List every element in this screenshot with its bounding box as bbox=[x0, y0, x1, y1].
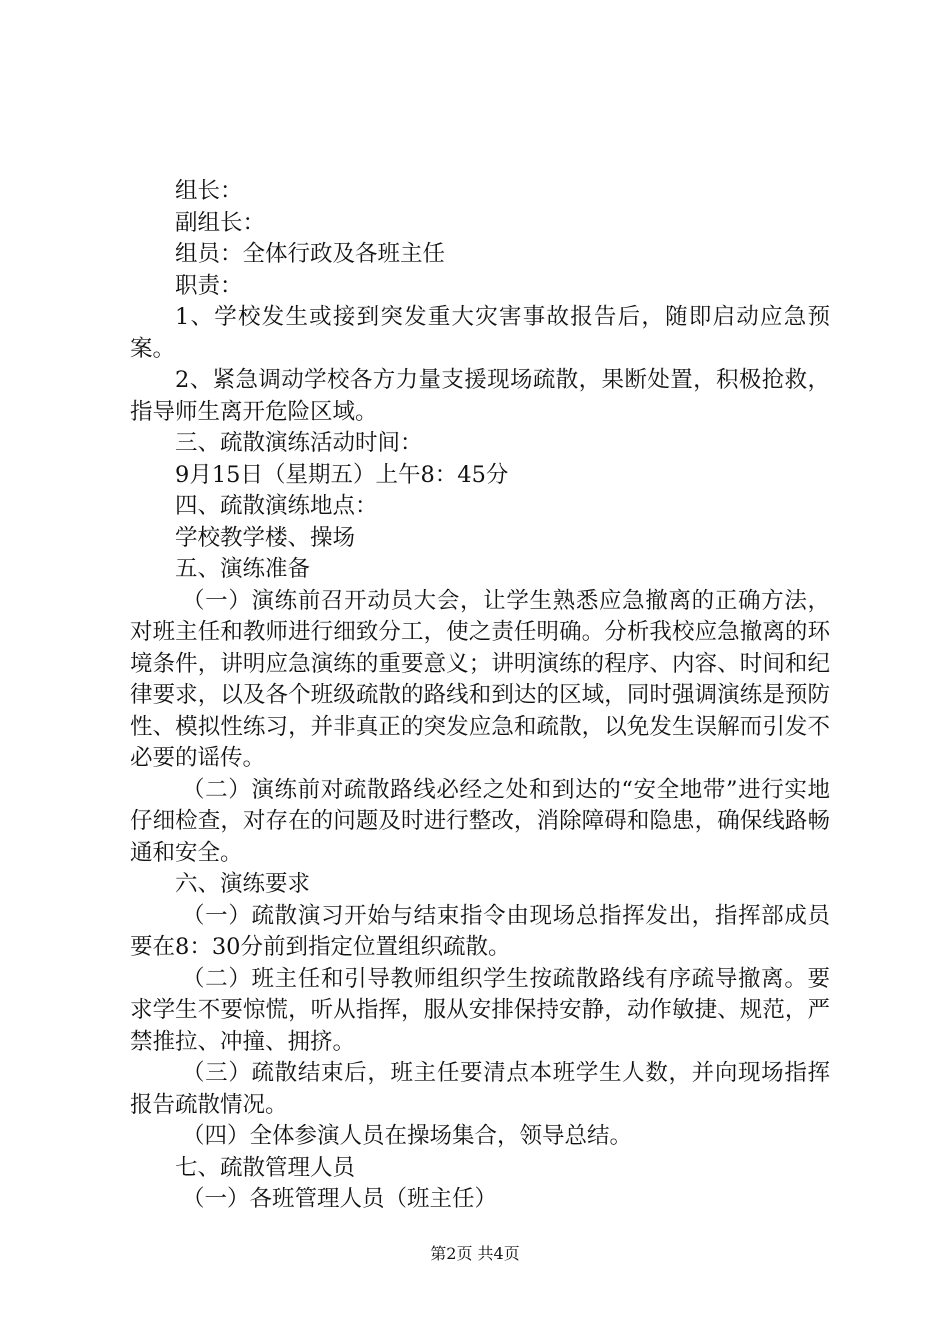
paragraph: 9月15日（星期五）上午8：45分 bbox=[175, 461, 509, 488]
paragraph: 1、学校发生或接到突发重大灾害事故报告后，随即启动应急预案。 bbox=[130, 304, 830, 362]
paragraph: （二）班主任和引导教师组织学生按疏散路线有序疏导撤离。要求学生不要惊慌，听从指挥，服从安排保持安静，动作敏捷、规范，严禁推拉、冲撞、拥挤。 bbox=[130, 965, 830, 1055]
paragraph: 三、疏散演练活动时间： bbox=[175, 430, 423, 456]
paragraph: 七、疏散管理人员 bbox=[175, 1154, 356, 1181]
paragraph: （二）演练前对疏散路线必经之处和到达的“安全地带”进行实地仔细检查，对存在的问题及时进行整改，消除障碍和隐患，确保线路畅通和安全。 bbox=[130, 776, 830, 866]
paragraph: 四、疏散演练地点： bbox=[175, 493, 378, 519]
paragraph: 职责： bbox=[175, 272, 243, 299]
paragraph: （一）演练前召开动员大会，让学生熟悉应急撤离的正确方法，对班主任和教师进行细致分工，使之责任明确。分析我校应急撤离的环境条件，讲明应急演练的重要意义；讲明演练的程序、内容、时间和纪律要求，以及各个班级疏散的路线和到达的区域，同时强调演练是预防性、模拟性练习，并非真正的突发应急和疏散，以免发生误解而引发不必要的谣传。 bbox=[130, 587, 830, 771]
paragraph: （四）全体参演人员在操场集合，领导总结。 bbox=[182, 1123, 633, 1149]
paragraph: 六、演练要求 bbox=[175, 871, 311, 897]
paragraph: 五、演练准备 bbox=[175, 556, 311, 582]
paragraph: （三）疏散结束后，班主任要清点本班学生人数，并向现场指挥报告疏散情况。 bbox=[130, 1060, 830, 1118]
document-body bbox=[130, 176, 830, 1216]
page-footer: 第2页 共4页 bbox=[430, 1244, 520, 1263]
paragraph: 学校教学楼、操场 bbox=[175, 524, 356, 551]
paragraph: 组员：全体行政及各班主任 bbox=[175, 241, 446, 267]
paragraph: 2、紧急调动学校各方力量支援现场疏散，果断处置，积极抢救，指导师生离开危险区域。 bbox=[130, 367, 830, 425]
paragraph: （一）疏散演习开始与结束指令由现场总指挥发出，指挥部成员要在8：30分前到指定位置组织疏散。 bbox=[130, 902, 830, 960]
paragraph: 副组长： bbox=[175, 209, 266, 236]
paragraph: （一）各班管理人员（班主任） bbox=[182, 1186, 498, 1212]
paragraph: 组长： bbox=[175, 178, 243, 204]
